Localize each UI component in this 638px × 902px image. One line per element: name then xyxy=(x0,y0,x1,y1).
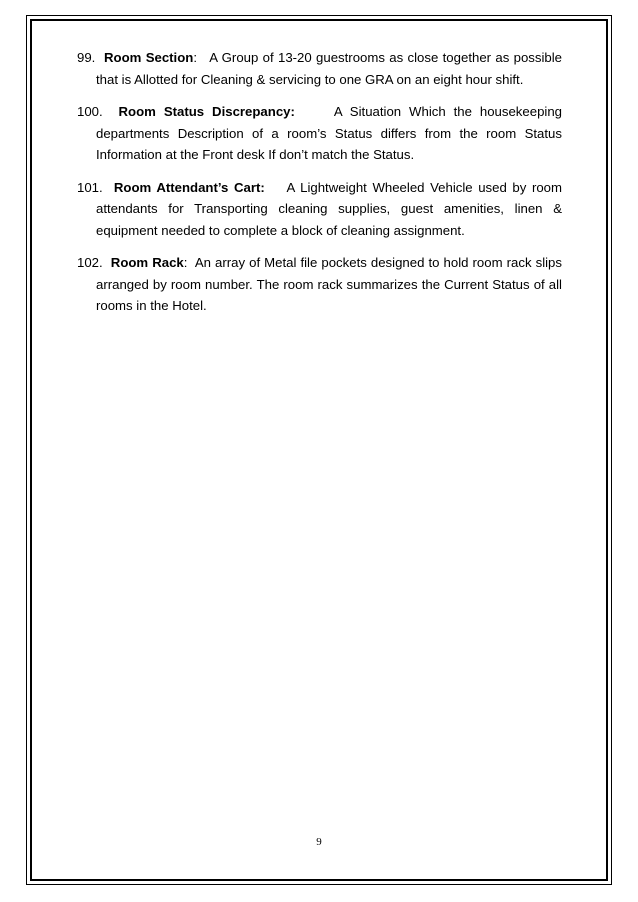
entry-term: Room Status Discrepancy: xyxy=(118,104,295,119)
entry-separator: : xyxy=(183,255,188,270)
glossary-entry-101 xyxy=(77,177,562,242)
entry-definition: A Situation Which the housekeeping departments Description of a room’s Status differs from the room Status Information at the Front desk If don’t match the Status. xyxy=(96,104,563,162)
glossary-entry-100 xyxy=(77,101,562,166)
entry-number: 99. xyxy=(77,50,96,65)
entry-term: Room Attendant’s Cart: xyxy=(113,179,265,195)
entry-term: Room Rack xyxy=(110,255,184,270)
entry-term: Room Section xyxy=(104,50,194,65)
page-number: 9 xyxy=(316,836,322,848)
entry-definition: A Group of 13-20 guestrooms as close together as possible that is Allotted for Cleaning & servicing to one GRA on an eight hour shift. xyxy=(96,50,563,87)
entry-separator: : xyxy=(193,50,198,65)
glossary-content xyxy=(77,47,562,328)
entry-definition: A Lightweight Wheeled Vehicle used by room attendants for Transporting cleaning supplies, guest amenities, linen & equipment needed to complete a block of cleaning assignment. xyxy=(96,179,562,238)
entry-number: 101. xyxy=(77,179,103,195)
entry-number: 102. xyxy=(77,255,103,270)
entry-number: 100. xyxy=(77,104,103,119)
entry-definition: An array of Metal file pockets designed to hold room rack slips arranged by room number. The room rack summarizes the Current Status of all rooms in the Hotel. xyxy=(96,255,562,313)
glossary-entry-102 xyxy=(77,252,562,317)
glossary-entry-99 xyxy=(77,47,562,90)
